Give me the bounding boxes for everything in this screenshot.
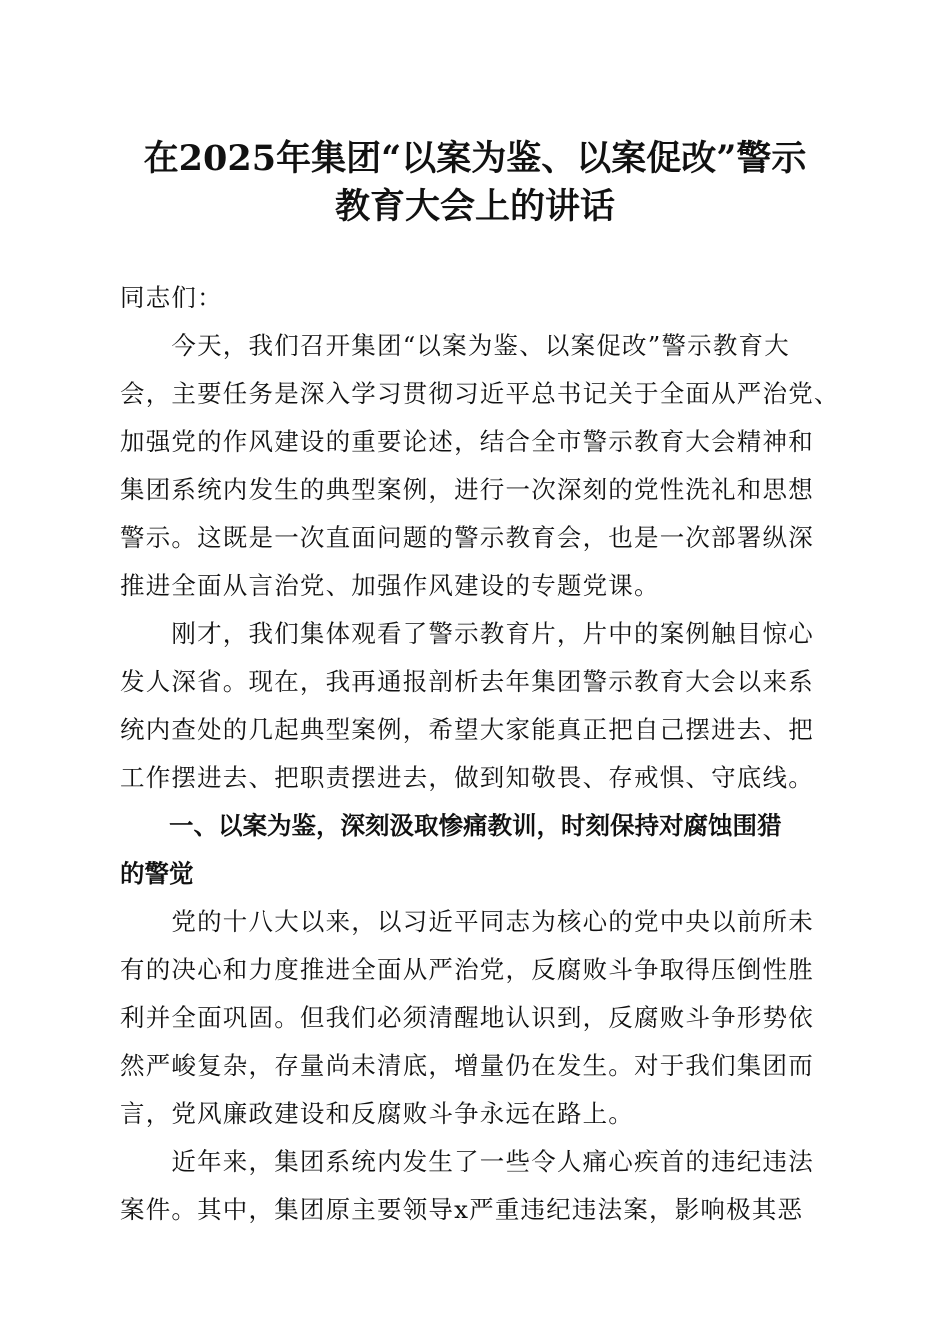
paragraph-line: 言，党风廉政建设和反腐败斗争永远在路上。 [120,1099,634,1128]
paragraph-line: 近年来，集团系统内发生了一些令人痛心疾首的违纪违法 [120,1147,814,1176]
document-title-line-1: 在2025年集团“以案为鉴、以案促改”警示 [143,138,807,179]
salutation: 同志们： [120,283,223,312]
paragraph-line: 刚才，我们集体观看了警示教育片，片中的案例触目惊心 [120,619,814,648]
paragraph-line: 发人深省。现在，我再通报剖析去年集团警示教育大会以来系 [120,667,814,696]
paragraph-line: 工作摆进去、把职责摆进去，做到知敬畏、存戒惧、守底线。 [120,763,814,792]
paragraph-line: 警示。这既是一次直面问题的警示教育会，也是一次部署纵深 [120,523,814,552]
paragraph-line: 案件。其中，集团原主要领导x严重违纪违法案，影响极其恶 [120,1195,804,1224]
section-heading-line-1: 一、以案为鉴，深刻汲取惨痛教训，时刻保持对腐蚀围猎 [120,811,782,840]
section-heading-line-2: 的警觉 [120,859,194,888]
paragraph-line: 今天，我们召开集团“以案为鉴、以案促改”警示教育大 [120,331,790,360]
paragraph-line: 利并全面巩固。但我们必须清醒地认识到，反腐败斗争形势依 [120,1003,814,1032]
paragraph-line: 推进全面从言治党、加强作风建设的专题党课。 [120,571,660,600]
document-title-line-2: 教育大会上的讲话 [334,186,615,227]
paragraph-line: 统内查处的几起典型案例，希望大家能真正把自己摆进去、把 [120,715,814,744]
paragraph-line: 然严峻复杂，存量尚未清底，增量仍在发生。对于我们集团而 [120,1051,814,1080]
paragraph-line: 党的十八大以来，以习近平同志为核心的党中央以前所未 [120,907,814,936]
paragraph-line: 加强党的作风建设的重要论述，结合全市警示教育大会精神和 [120,427,814,456]
paragraph-line: 集团系统内发生的典型案例，进行一次深刻的党性洗礼和思想 [120,475,814,504]
paragraph-line: 会，主要任务是深入学习贯彻习近平总书记关于全面从严治党、 [120,379,840,408]
paragraph-line: 有的决心和力度推进全面从严治党，反腐败斗争取得压倒性胜 [120,955,814,984]
